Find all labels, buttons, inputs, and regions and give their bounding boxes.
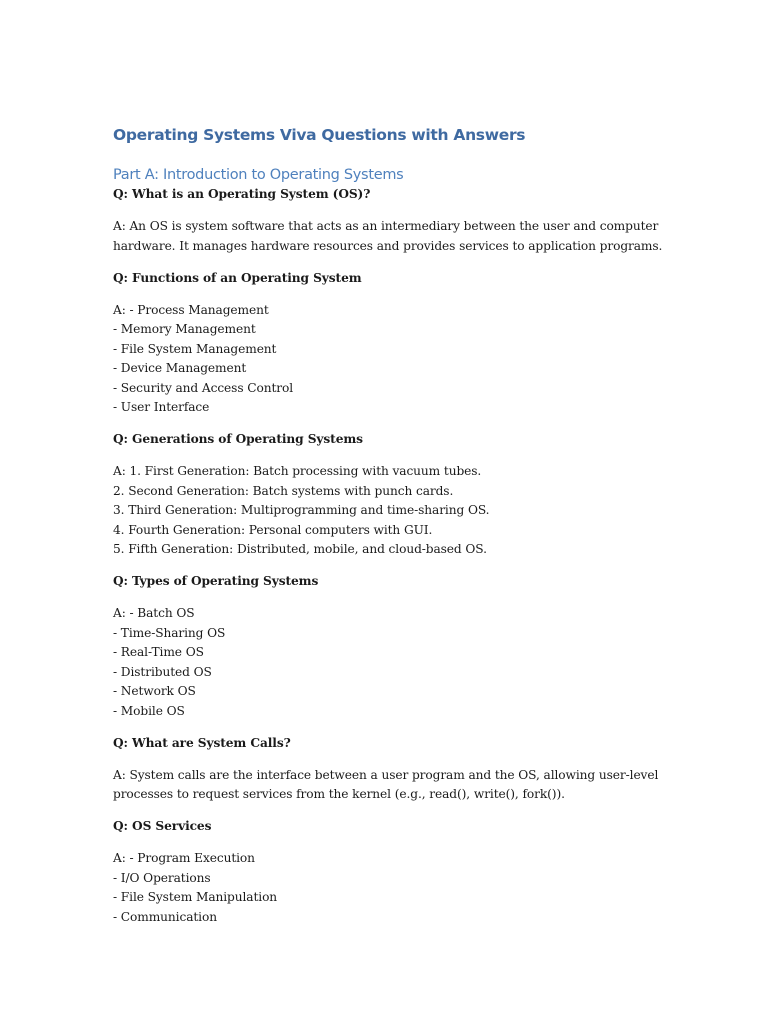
answer-line: A: System calls are the interface between a user program and the OS, allowing user-level bbox=[113, 767, 659, 782]
qa-item bbox=[113, 185, 673, 256]
answer-line: A: - Process Management bbox=[113, 302, 269, 317]
answer bbox=[113, 604, 673, 721]
answer-line: 5. Fifth Generation: Distributed, mobile, and cloud-based OS. bbox=[113, 542, 487, 556]
answer-line: - Device Management bbox=[113, 361, 247, 375]
question: Q: What is an Operating System (OS)? bbox=[113, 187, 371, 201]
qa-item bbox=[113, 269, 673, 418]
section-heading: Part A: Introduction to Operating Systems bbox=[113, 167, 404, 183]
qa-item bbox=[113, 430, 673, 560]
answer-line: - User Interface bbox=[113, 400, 210, 414]
answer-line: - Memory Management bbox=[113, 322, 256, 336]
qa-item bbox=[113, 734, 673, 805]
answer-line: - Distributed OS bbox=[113, 664, 212, 679]
answer-line: 4. Fourth Generation: Personal computers with GUI. bbox=[113, 522, 433, 537]
answer-line: - Mobile OS bbox=[113, 703, 185, 718]
answer-line: hardware. It manages hardware resources and provides services to application programs. bbox=[113, 238, 663, 253]
answer bbox=[113, 766, 673, 805]
document-title: Operating Systems Viva Questions with Answers bbox=[113, 126, 526, 144]
question: Q: Types of Operating Systems bbox=[113, 574, 319, 588]
answer-line: 2. Second Generation: Batch systems with punch cards. bbox=[113, 483, 454, 498]
question: Q: Functions of an Operating System bbox=[113, 270, 362, 285]
section bbox=[113, 165, 673, 927]
answer-line: - Network OS bbox=[113, 684, 196, 698]
answer bbox=[113, 849, 673, 927]
qa-item bbox=[113, 572, 673, 721]
answer-line: - Real-Time OS bbox=[113, 645, 204, 659]
document-page bbox=[113, 124, 673, 940]
answer-line: processes to request services from the kernel (e.g., read(), write(), fork()). bbox=[113, 787, 565, 801]
answer-line: - File System Management bbox=[113, 341, 277, 356]
answer-line: A: 1. First Generation: Batch processing with vacuum tubes. bbox=[113, 464, 482, 478]
answer-line: - I/O Operations bbox=[113, 870, 211, 885]
answer-line: 3. Third Generation: Multiprogramming and time-sharing OS. bbox=[113, 503, 490, 517]
answer-line: - Time-Sharing OS bbox=[113, 625, 226, 640]
answer bbox=[113, 217, 673, 256]
question: Q: What are System Calls? bbox=[113, 735, 291, 750]
answer bbox=[113, 301, 673, 418]
answer-line: - Security and Access Control bbox=[113, 380, 294, 395]
answer bbox=[113, 462, 673, 560]
answer-line: A: An OS is system software that acts as an intermediary between the user and computer bbox=[113, 219, 659, 233]
answer-line: A: - Program Execution bbox=[113, 851, 255, 865]
question: Q: Generations of Operating Systems bbox=[113, 432, 363, 446]
qa-item bbox=[113, 817, 673, 927]
answer-line: A: - Batch OS bbox=[113, 606, 195, 620]
answer-line: - File System Manipulation bbox=[113, 890, 278, 904]
answer-line: - Communication bbox=[113, 909, 217, 924]
question: Q: OS Services bbox=[113, 819, 212, 833]
